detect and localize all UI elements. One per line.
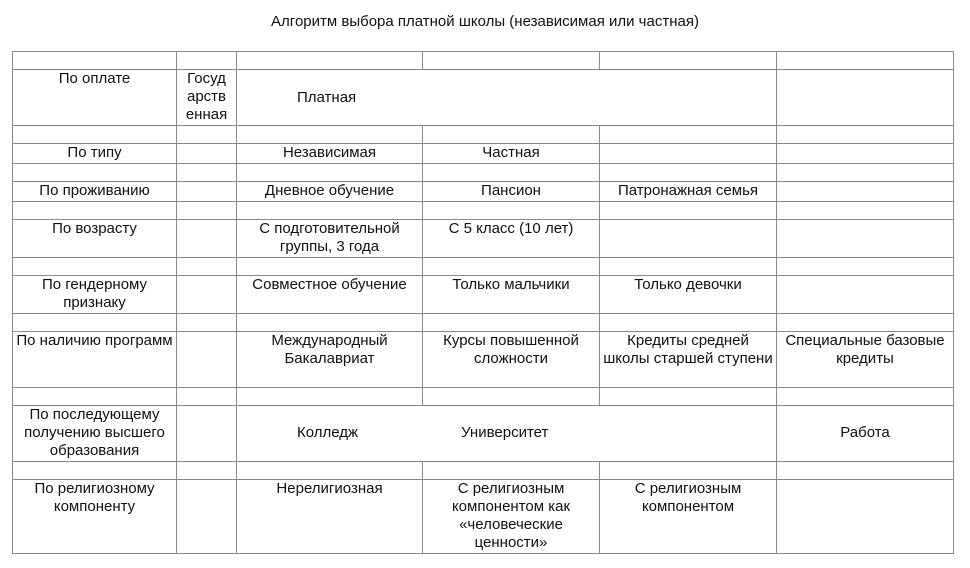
cell-grade5: С 5 класс (10 лет) [423,220,600,258]
spacer-row [13,164,954,182]
cell-boarding: Пансион [423,182,600,202]
table-row-type [13,144,954,164]
cell-work: Работа [777,406,954,462]
cell-independent: Независимая [237,144,423,164]
row-label: По возрасту [13,220,177,258]
cell-university: Университет [461,424,549,441]
spacer-row [13,258,954,276]
school-choice-table [12,51,954,554]
table-row-religion [13,480,954,554]
cell-ib: Международный Бакалавриат [237,332,423,388]
spacer-row [13,462,954,480]
row-label: По наличию программ [13,332,177,388]
row-label: По проживанию [13,182,177,202]
spacer-row [13,388,954,406]
cell-foster: Патронажная семья [600,182,777,202]
cell-prep: С подготовительной группы, 3 года [237,220,423,258]
cell-paid: Платная [237,70,777,126]
spacer-row [13,202,954,220]
table-row-higher [13,406,954,462]
spacer-row [13,314,954,332]
cell-private: Частная [423,144,600,164]
cell-advanced: Курсы повышенной сложности [423,332,600,388]
spacer-row [13,52,954,70]
table-row-payment [13,70,954,126]
cell-state: Госуд арств енная [177,70,237,126]
cell-day: Дневное обучение [237,182,423,202]
cell-credits-senior: Кредиты средней школы старшей ступени [600,332,777,388]
row-label: По последующему получению высшего образования [13,406,177,462]
row-label: По религиозному компоненту [13,480,177,554]
cell-boys: Только мальчики [423,276,600,314]
table-row-residence [13,182,954,202]
row-label: По типу [13,144,177,164]
cell-girls: Только девочки [600,276,777,314]
spacer-row [13,126,954,144]
cell-college: Колледж [297,424,359,441]
page-title: Алгоритм выбора платной школы (независимая или частная) [271,13,699,30]
cell-coed: Совместное обучение [237,276,423,314]
row-label: По оплате [13,70,177,126]
table-row-age [13,220,954,258]
cell-nonreligious: Нерелигиозная [237,480,423,554]
cell-human-values: С религиозным компонентом как «человеческие ценности» [423,480,600,554]
table-row-gender [13,276,954,314]
row-label: По гендерному признаку [13,276,177,314]
cell-religious: С религиозным компонентом [600,480,777,554]
table-row-programs [13,332,954,388]
cell-special: Специальные базовые кредиты [777,332,954,388]
